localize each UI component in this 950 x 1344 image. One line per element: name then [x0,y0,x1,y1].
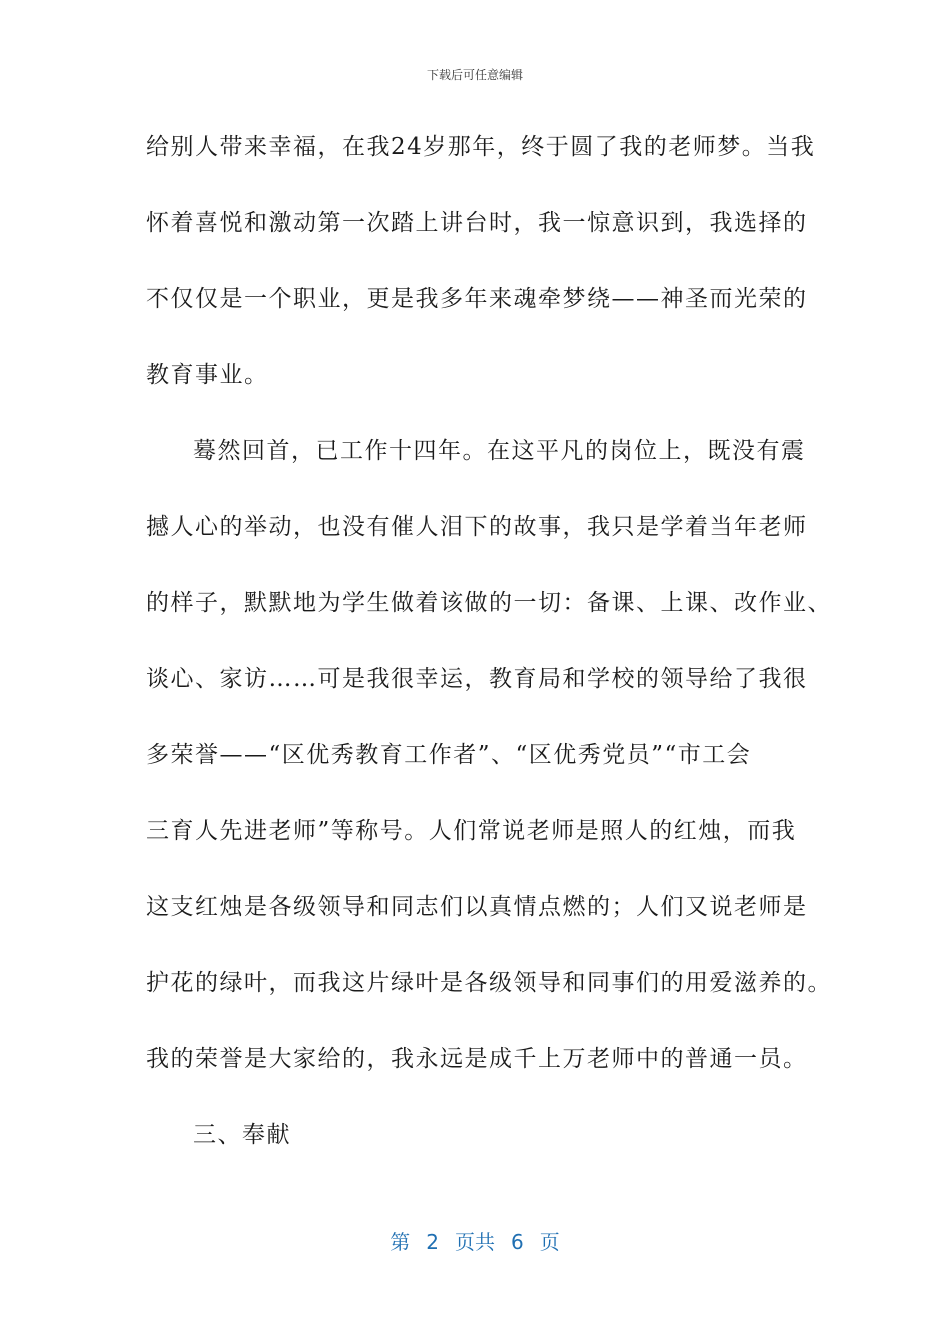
page-mid: 页共 [455,1230,495,1254]
header-note: 下载后可任意编辑 [426,68,523,82]
document-body [146,125,832,1189]
page-total: 6 [511,1230,524,1254]
text-line: 给别人带来幸福，在我24岁那年，终于圆了我的老师梦。当我 [146,134,816,160]
text-line: 怀着喜悦和激动第一次踏上讲台时，我一惊意识到，我选择的 [146,210,808,236]
text-line: 教育事业。 [146,362,269,388]
text-line: 撼人心的举动，也没有催人泪下的故事，我只是学着当年老师 [146,514,808,540]
page-prefix: 第 [390,1230,411,1254]
text-line: 多荣誉——“区优秀教育工作者”、“区优秀党员”“市工会 [146,742,752,768]
text-line: 不仅仅是一个职业，更是我多年来魂牵梦绕——神圣而光荣的 [146,286,808,312]
section-heading: 三、奉献 [193,1122,291,1148]
text-line: 护花的绿叶，而我这片绿叶是各级领导和同事们的用爱滋养的。 [146,970,832,996]
text-line: 这支红烛是各级领导和同志们以真情点燃的；人们又说老师是 [146,894,808,920]
page-number-footer [0,1226,950,1255]
text-line: 三育人先进老师”等称号。人们常说老师是照人的红烛，而我 [146,818,797,844]
paragraph-start-line: 蓦然回首，已工作十四年。在这平凡的岗位上，既没有震 [193,438,806,464]
page-current: 2 [426,1230,439,1254]
text-line: 谈心、家访……可是我很幸运，教育局和学校的领导给了我很 [146,666,808,692]
text-line: 的样子，默默地为学生做着该做的一切：备课、上课、改作业、 [146,590,832,616]
page-suffix: 页 [539,1230,560,1254]
text-line: 我的荣誉是大家给的，我永远是成千上万老师中的普通一员。 [146,1046,808,1072]
